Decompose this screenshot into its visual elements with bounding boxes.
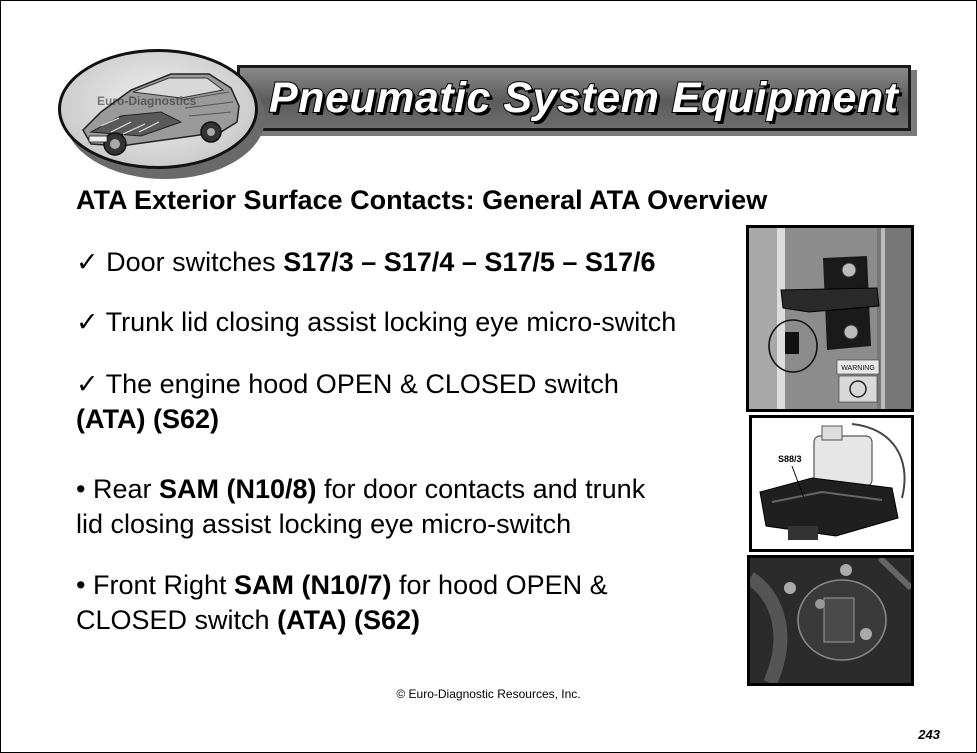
bullet-icon: • (76, 570, 86, 600)
slide-title: Pneumatic System Equipment (269, 74, 899, 122)
car-illustration-icon (61, 52, 255, 166)
list-item-front-right-sam: • Front Right SAM (N10/7) for hood OPEN & CLOSED switch (ATA) (S62) (76, 570, 608, 635)
bullet-icon: • (76, 474, 86, 504)
check-icon: ✓ (76, 307, 99, 337)
list-item-door-switches: ✓ Door switches S17/3 – S17/4 – S17/5 – S17/6 (76, 247, 656, 277)
hood-switch-photo (747, 555, 914, 686)
list-item-engine-hood-switch: ✓ The engine hood OPEN & CLOSED switch (ATA) (S62) (76, 369, 619, 434)
section-subtitle: ATA Exterior Surface Contacts: General ATA Overview (76, 185, 768, 215)
trunk-microswitch-photo (749, 415, 914, 552)
list-item-trunk-switch: ✓ Trunk lid closing assist locking eye micro-switch (76, 307, 677, 337)
door-switch-photo (746, 225, 914, 412)
copyright-footer: © Euro-Diagnostic Resources, Inc. (396, 687, 581, 701)
check-icon: ✓ (76, 247, 99, 277)
page-number: 243 (918, 727, 940, 742)
s88-label: S88/3 (778, 454, 802, 464)
list-item-rear-sam: • Rear SAM (N10/8) for door contacts and trunk lid closing assist locking eye micro-switch (76, 474, 646, 539)
check-icon: ✓ (76, 369, 99, 399)
logo-text: Euro-Diagnostics (97, 94, 197, 108)
warning-label: WARNING (841, 365, 875, 372)
logo-ellipse (58, 49, 258, 169)
